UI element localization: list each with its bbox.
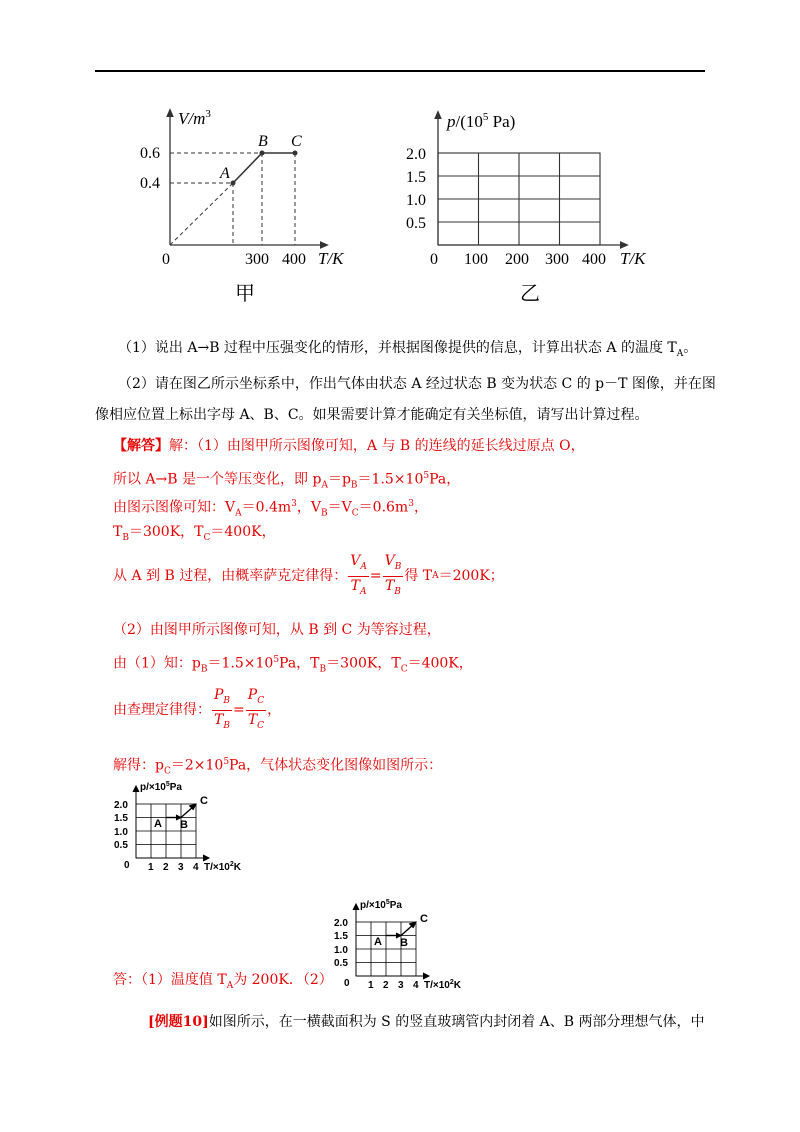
y-axis-label: $V/m^3$ — [178, 108, 211, 128]
graph-axes — [353, 904, 429, 979]
tick-15: 1.5 — [114, 813, 128, 824]
tick-05: 0.5 — [114, 840, 128, 851]
point-C — [293, 151, 298, 156]
tick-200: 200 — [505, 251, 529, 268]
label-B: B — [180, 819, 188, 831]
tick-300: 300 — [545, 251, 569, 268]
caption-jia: 甲 — [235, 283, 255, 305]
question-2-line1: （2）请在图乙所示坐标系中，作出气体由状态 A 经过状态 B 变为状态 C 的 p－T 图像，并在图 — [118, 376, 716, 392]
point-B — [260, 151, 265, 156]
y-label: $p/\times 10^5Pa$ — [360, 899, 402, 911]
tick-10: 1.0 — [114, 827, 128, 838]
origin: 0 — [344, 978, 350, 989]
header-rule — [95, 70, 705, 72]
label-A: A — [154, 818, 162, 830]
x-label: $T/\times 10^2K$ — [204, 861, 241, 873]
grid — [438, 153, 600, 245]
label-A: A — [374, 936, 382, 948]
x-axis-label: T/K — [318, 249, 344, 268]
tick-15: 1.5 — [406, 169, 426, 186]
label-C: C — [200, 795, 208, 807]
y-label: $p/\times 10^5Pa$ — [140, 781, 182, 793]
solution-graph-1 — [110, 780, 270, 875]
tick-100: 100 — [464, 251, 488, 268]
label-B: B — [400, 937, 408, 949]
tick-2: 2 — [383, 980, 389, 991]
caption-yi: 乙 — [520, 283, 540, 305]
tick-20: 2.0 — [334, 918, 348, 929]
tick-400: 400 — [582, 251, 606, 268]
solution-line5: 从 A 到 B 过程，由概率萨克定律得： $\frac{V_A}{T_A}$ = $\frac{V_B}{T_B}$ 得 T A ＝200K； — [113, 552, 504, 601]
solution-graph-2 — [330, 898, 490, 993]
tick-1: 1 — [148, 862, 154, 873]
solution-line8: 由查理定律得： $\frac{P_B}{T_B}$ = $\frac{P_C}{T_C}$ ， — [113, 686, 281, 735]
question-1: （1）说出 A→B 过程中压强变化的情形，并根据图像提供的信息，计算出状态 A 的温度 $T_A$。 — [118, 340, 698, 359]
tick-4: 4 — [413, 980, 419, 991]
tick-4: 4 — [193, 862, 199, 873]
tick-2: 2 — [163, 862, 169, 873]
label-A: A — [220, 165, 230, 182]
fraction-pb-tb: $\frac{P_B}{T_B}$ — [214, 687, 231, 731]
solution-tag: 【解答】 — [113, 438, 169, 454]
tick-06: 0.6 — [140, 145, 160, 162]
fraction-vb-tb: $\frac{V_B}{T_B}$ — [384, 553, 402, 597]
solution-line1: 【解答】解：（1）由图甲所示图像可知，A 与 B 的连线的延长线过原点 O， — [113, 438, 585, 454]
segment-AB — [233, 153, 262, 183]
tick-05: 0.5 — [406, 215, 426, 232]
label-B: B — [258, 133, 268, 150]
origin: 0 — [162, 251, 170, 268]
tick-04: 0.4 — [140, 175, 160, 192]
solution-line6: （2）由图甲所示图像可知，从 B 到 C 为等容过程， — [113, 622, 441, 638]
label-C: C — [291, 133, 302, 150]
fraction-pc-tc: $\frac{P_C}{T_C}$ — [247, 687, 265, 731]
answer-line: 答：（1）温度值 $T_A$为 200K．（2） — [113, 972, 333, 991]
tick-20: 2.0 — [406, 146, 426, 163]
x-label: $T/\times 10^2K$ — [424, 979, 461, 991]
tick-10: 1.0 — [406, 192, 426, 209]
tick-10: 1.0 — [334, 945, 348, 956]
tick-3: 3 — [178, 862, 184, 873]
tick-20: 2.0 — [114, 800, 128, 811]
tick-15: 1.5 — [334, 931, 348, 942]
graph-axes — [133, 786, 209, 861]
y-axis-label: $p/(10^5$ Pa) — [447, 111, 516, 131]
graph-yi — [400, 100, 670, 310]
tick-1: 1 — [368, 980, 374, 991]
solution-line2: 所以 A→B 是一个等压变化，即 $p_A=p_B=1.5\times 10^5Pa$， — [113, 471, 461, 491]
extension-line — [170, 183, 233, 245]
solution-line4: $T_B=300K$，$T_C=400K$， — [113, 524, 276, 543]
solution-line3: 由图示图像可知：$V_A=0.4m^3$，$V_B=V_C=0.6m^3$， — [113, 499, 428, 519]
solution-line9: 解得：$p_C=2\times 10^5Pa$，气体状态变化图像如图所示： — [113, 757, 443, 777]
graph-jia — [140, 100, 370, 310]
tick-3: 3 — [398, 980, 404, 991]
label-C: C — [420, 913, 428, 925]
fraction-va-ta: $\frac{V_A}{T_A}$ — [350, 553, 367, 597]
tick-300: 300 — [245, 251, 269, 268]
question-2-line2: 像相应位置上标出字母 A、B、C。如果需要计算才能确定有关坐标值，请写出计算过程。 — [95, 407, 649, 423]
origin: 0 — [430, 251, 438, 268]
example-10: [例题10]如图所示，在一横截面积为 S 的竖直玻璃管内封闭着 A、B 两部分理想气体，中 — [148, 1014, 705, 1030]
origin: 0 — [124, 860, 130, 871]
tick-05: 0.5 — [334, 958, 348, 969]
point-A — [231, 181, 236, 186]
tick-400: 400 — [282, 251, 306, 268]
example-tag: [例题10] — [148, 1014, 209, 1030]
x-axis-label: T/K — [620, 249, 646, 268]
solution-line7: 由（1）知：$p_B=1.5\times 10^5Pa$，$T_B=300K$，$T_C=400K$， — [113, 655, 473, 675]
